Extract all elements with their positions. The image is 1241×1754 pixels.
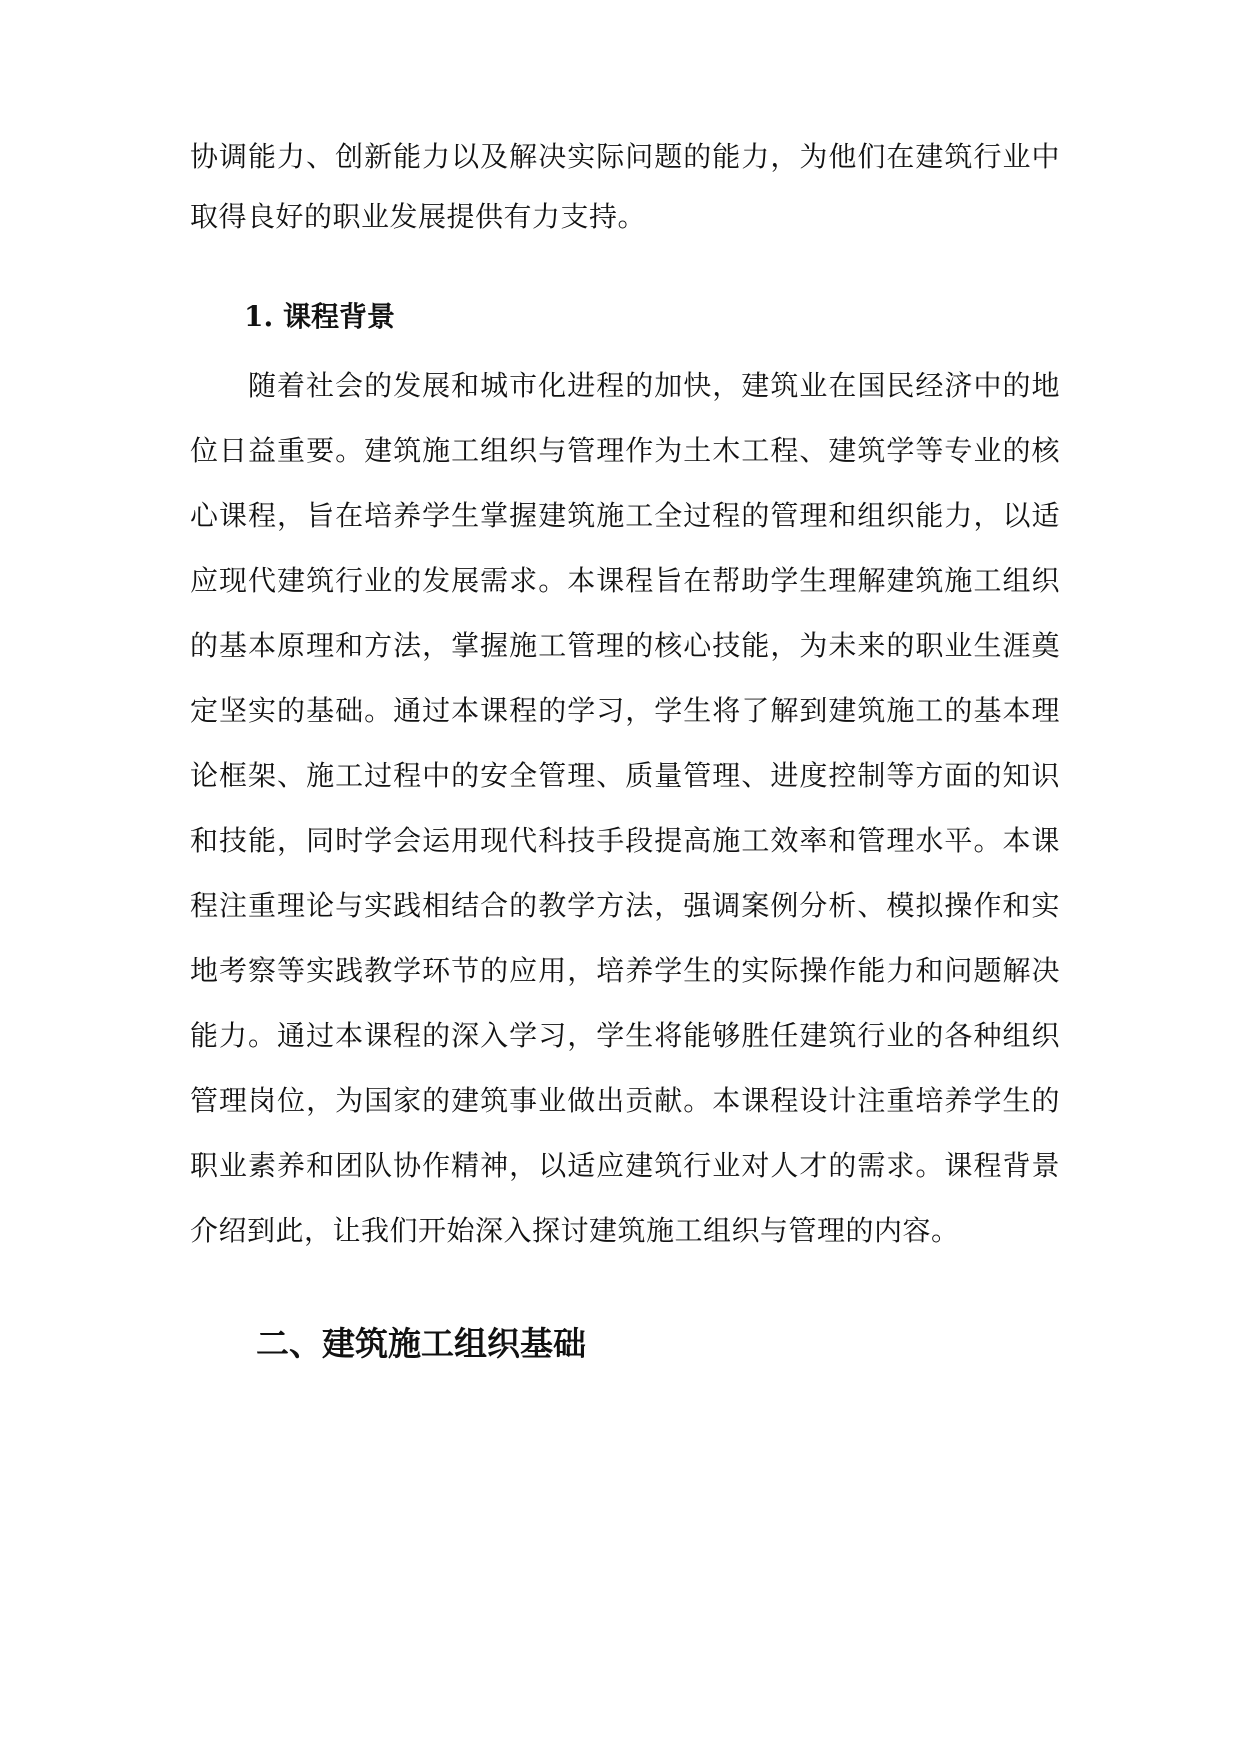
body-line-12: 管理岗位，为国家的建筑事业做出贡献。本课程设计注重培养学生的 xyxy=(190,1084,1060,1117)
intro-line-1: 协调能力、创新能力以及解决实际问题的能力，为他们在建筑行业中 xyxy=(190,140,1060,173)
body-line-14: 介绍到此，让我们开始深入探讨建筑施工组织与管理的内容。 xyxy=(190,1214,960,1247)
body-line-11: 能力。通过本课程的深入学习，学生将能够胜任建筑行业的各种组织 xyxy=(190,1019,1060,1052)
body-line-5: 的基本原理和方法，掌握施工管理的核心技能，为未来的职业生涯奠 xyxy=(190,629,1060,662)
body-line-10: 地考察等实践教学环节的应用，培养学生的实际操作能力和问题解决 xyxy=(190,954,1060,987)
body-line-8: 和技能，同时学会运用现代科技手段提高施工效率和管理水平。本课 xyxy=(190,824,1060,857)
intro-line-2: 取得良好的职业发展提供有力支持。 xyxy=(190,200,647,233)
body-line-1: 随着社会的发展和城市化进程的加快，建筑业在国民经济中的地 xyxy=(248,369,1060,402)
body-line-3: 心课程，旨在培养学生掌握建筑施工全过程的管理和组织能力，以适 xyxy=(190,499,1060,532)
body-line-6: 定坚实的基础。通过本课程的学习，学生将了解到建筑施工的基本理 xyxy=(190,694,1060,727)
section-heading-course-background: 1. 课程背景 xyxy=(244,300,395,333)
body-line-9: 程注重理论与实践相结合的教学方法，强调案例分析、模拟操作和实 xyxy=(190,889,1060,922)
body-line-4: 应现代建筑行业的发展需求。本课程旨在帮助学生理解建筑施工组织 xyxy=(190,564,1060,597)
body-line-2: 位日益重要。建筑施工组织与管理作为土木工程、建筑学等专业的核 xyxy=(190,434,1060,467)
body-line-7: 论框架、施工过程中的安全管理、质量管理、进度控制等方面的知识 xyxy=(190,759,1060,792)
chapter-heading: 二、建筑施工组织基础 xyxy=(256,1324,586,1363)
body-line-13: 职业素养和团队协作精神，以适应建筑行业对人才的需求。课程背景 xyxy=(190,1149,1060,1182)
